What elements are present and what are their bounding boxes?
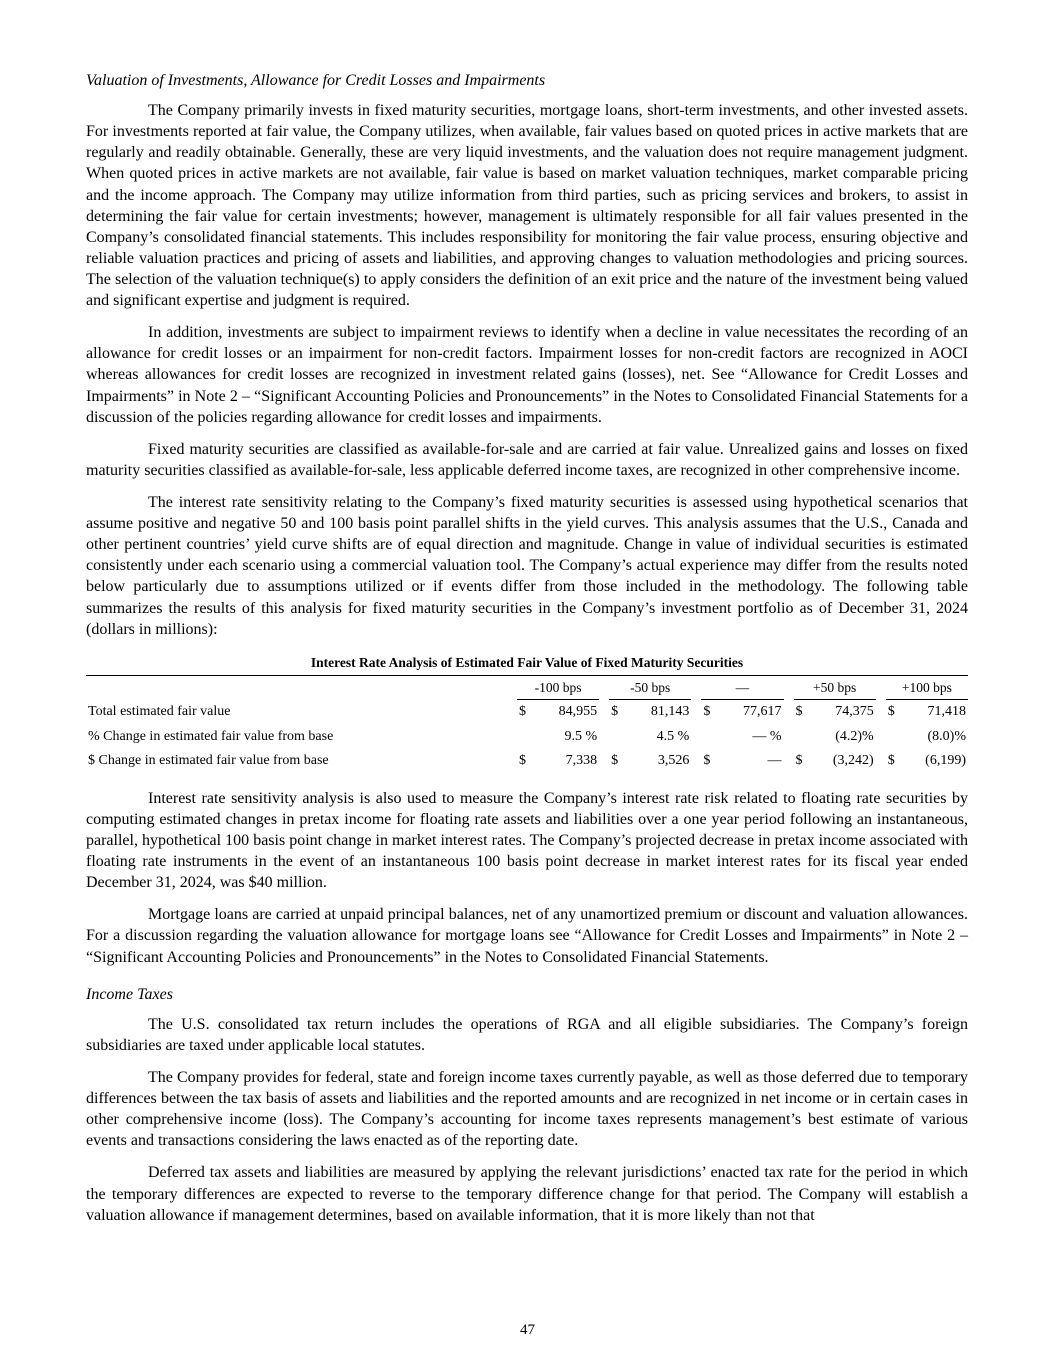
spacer bbox=[691, 725, 701, 749]
table-corner-cell bbox=[86, 675, 517, 700]
cell-value: 4.5 % bbox=[656, 728, 690, 744]
currency-symbol bbox=[517, 725, 535, 749]
col-header-minus-50bps: -50 bps bbox=[609, 675, 691, 700]
spacer bbox=[784, 675, 794, 700]
currency-symbol: $ bbox=[518, 753, 526, 769]
col-header-plus-50bps: +50 bps bbox=[794, 675, 876, 700]
spacer bbox=[599, 725, 609, 749]
spacer bbox=[876, 749, 886, 773]
section-heading-valuation: Valuation of Investments, Allowance for Credit Losses and Impairments bbox=[86, 72, 546, 89]
table-header-row bbox=[86, 675, 968, 700]
currency-symbol: $ bbox=[703, 704, 711, 720]
interest-rate-table bbox=[86, 675, 968, 774]
currency-symbol: $ bbox=[795, 704, 803, 720]
paragraph-deferred-tax: Deferred tax assets and liabilities are measured by applying the relevant jurisdictions’ enacted tax rate for the period in which the temporary differences are expected to reverse to the temporary difference change for that period. The Company will establish a valuation allowance if management determines, based on available information, that it is more likely than not that bbox=[86, 1164, 968, 1224]
spacer bbox=[599, 700, 609, 725]
col-header-minus-100bps: -100 bps bbox=[517, 675, 599, 700]
cell-value: 71,418 bbox=[927, 704, 966, 720]
currency-symbol: $ bbox=[611, 704, 619, 720]
spacer bbox=[599, 749, 609, 773]
section-heading-income-taxes: Income Taxes bbox=[86, 985, 173, 1003]
currency-symbol: $ bbox=[795, 753, 803, 769]
spacer bbox=[691, 749, 701, 773]
spacer bbox=[784, 700, 794, 725]
cell-value: 9.5 % bbox=[564, 728, 598, 744]
cell-value: — % bbox=[752, 728, 782, 744]
paragraph-tax-return: The U.S. consolidated tax return includes the operations of RGA and all eligible subsidiaries. The Company’s foreign subsidiaries are taxed under applicable local statutes. bbox=[86, 1015, 968, 1054]
table-row-total-fair-value bbox=[86, 700, 968, 725]
spacer bbox=[876, 675, 886, 700]
spacer bbox=[876, 700, 886, 725]
paragraph-tax-provides: The Company provides for federal, state and foreign income taxes currently payable, as well as those deferred due to temporary differences between the tax basis of assets and liabilities and the reported amounts and are recognized in net income or in certain cases in other comprehensive income (loss). The Company’s accounting for income taxes represents management’s best estimate of various events and transactions considering the laws enacted as of the reporting date. bbox=[86, 1068, 968, 1150]
currency-symbol: $ bbox=[887, 704, 895, 720]
cell-value: 81,143 bbox=[650, 704, 690, 720]
currency-symbol: $ bbox=[611, 753, 619, 769]
table-row-dollar-change bbox=[86, 749, 968, 773]
spacer bbox=[784, 749, 794, 773]
cell-value: (4.2)% bbox=[835, 728, 874, 744]
cell-value: — bbox=[767, 753, 782, 769]
table-row-percent-change bbox=[86, 725, 968, 749]
currency-symbol: $ bbox=[518, 704, 526, 720]
cell-value: (3,242) bbox=[832, 753, 874, 769]
currency-symbol bbox=[794, 725, 812, 749]
table-title: Interest Rate Analysis of Estimated Fair Value of Fixed Maturity Securities bbox=[310, 654, 744, 670]
cell-value: 74,375 bbox=[835, 704, 874, 720]
currency-symbol: $ bbox=[703, 753, 711, 769]
col-header-base: — bbox=[701, 675, 783, 700]
spacer bbox=[691, 700, 701, 725]
page-number: 47 bbox=[520, 1322, 535, 1339]
spacer bbox=[784, 725, 794, 749]
cell-value: 7,338 bbox=[565, 753, 598, 769]
currency-symbol bbox=[701, 725, 719, 749]
paragraph-impairment: In addition, investments are subject to impairment reviews to identify when a decline in value necessitates the recording of an allowance for credit losses or an impairment for non-credit factors. Impairment losses for non-credit factors are recognized in AOCI whereas allowances for credit losses are recognized in investment related gains (losses), net. See “Allowance for Credit Losses and Impairments” in Note 2 – “Significant Accounting Policies and Pronouncements” in the Notes to Consolidated Financial Statements for a discussion of the policies regarding allowance for credit losses and impairments. bbox=[86, 324, 968, 426]
row-label: Total estimated fair value bbox=[88, 704, 231, 720]
spacer bbox=[876, 725, 886, 749]
spacer bbox=[691, 675, 701, 700]
cell-value: (8.0)% bbox=[927, 728, 966, 744]
paragraph-floating-rate: Interest rate sensitivity analysis is also used to measure the Company’s interest rate risk related to floating rate securities by computing estimated changes in pretax income for floating rate assets and liabilities over a one year period following an instantaneous, parallel, hypothetical 100 basis point change in market interest rates. The Company’s projected decrease in pretax income associated with floating rate instruments in the event of an instantaneous 100 basis point decrease in market interest rates for its fiscal year ended December 31, 2024, was $40 million. bbox=[86, 789, 968, 892]
paragraph-mortgage-loans: Mortgage loans are carried at unpaid principal balances, net of any unamortized premium or discount and valuation allowances. For a discussion regarding the valuation allowance for mortgage loans see “Allowance for Credit Losses and Impairments” in Note 2 – “Significant Accounting Policies and Pronouncements” in the Notes to Consolidated Financial Statements. bbox=[86, 906, 968, 966]
currency-symbol bbox=[609, 725, 627, 749]
paragraph-investments: The Company primarily invests in fixed maturity securities, mortgage loans, short-term investments, and other invested assets. For investments reported at fair value, the Company utilizes, when available, fair values based on quoted prices in active markets that are regularly and readily obtainable. Generally, these are very liquid investments, and the valuation does not require management judgment. When quoted prices in active markets are not available, fair value is based on market valuation techniques, market comparable pricing and the income approach. The Company may utilize information from third parties, such as pricing services and brokers, to assist in determining the fair value for certain investments; however, management is ultimately responsible for all fair values presented in the Company’s consolidated financial statements. This includes responsibility for monitoring the fair value process, ensuring objective and reliable valuation practices and pricing of assets and liabilities, and approving changes to valuation methodologies and pricing sources. The selection of the valuation technique(s) to apply considers the definition of an exit price and the nature of the investment being valued and significant expertise and judgment is required. bbox=[86, 102, 968, 310]
paragraph-fixed-maturity: Fixed maturity securities are classified as available-for-sale and are carried at fair value. Unrealized gains and losses on fixed maturity securities classified as available-for-sale, less applicable deferred income taxes, are recognized in other comprehensive income. bbox=[86, 440, 968, 479]
currency-symbol bbox=[886, 725, 904, 749]
col-header-plus-100bps: +100 bps bbox=[886, 675, 968, 700]
paragraph-sensitivity: The interest rate sensitivity relating to the Company’s fixed maturity securities is assessed using hypothetical scenarios that assume positive and negative 50 and 100 basis point parallel shifts in the yield curves. This analysis assumes that the U.S., Canada and other pertinent countries’ yield curve shifts are of equal direction and magnitude. Change in value of individual securities is estimated consistently under each scenario using a commercial valuation tool. The Company’s actual experience may differ from the results noted below particularly due to assumptions utilized or if events differ from those included in the methodology. The following table summarizes the results of this analysis for fixed maturity securities in the Company’s investment portfolio as of December 31, 2024 (dollars in millions): bbox=[86, 493, 968, 638]
cell-value: 84,955 bbox=[558, 704, 598, 720]
spacer bbox=[599, 675, 609, 700]
row-label: $ Change in estimated fair value from base bbox=[88, 753, 329, 769]
currency-symbol: $ bbox=[887, 753, 895, 769]
cell-value: 77,617 bbox=[743, 704, 782, 720]
cell-value: (6,199) bbox=[925, 753, 966, 769]
cell-value: 3,526 bbox=[657, 753, 690, 769]
row-label: % Change in estimated fair value from base bbox=[88, 728, 334, 744]
